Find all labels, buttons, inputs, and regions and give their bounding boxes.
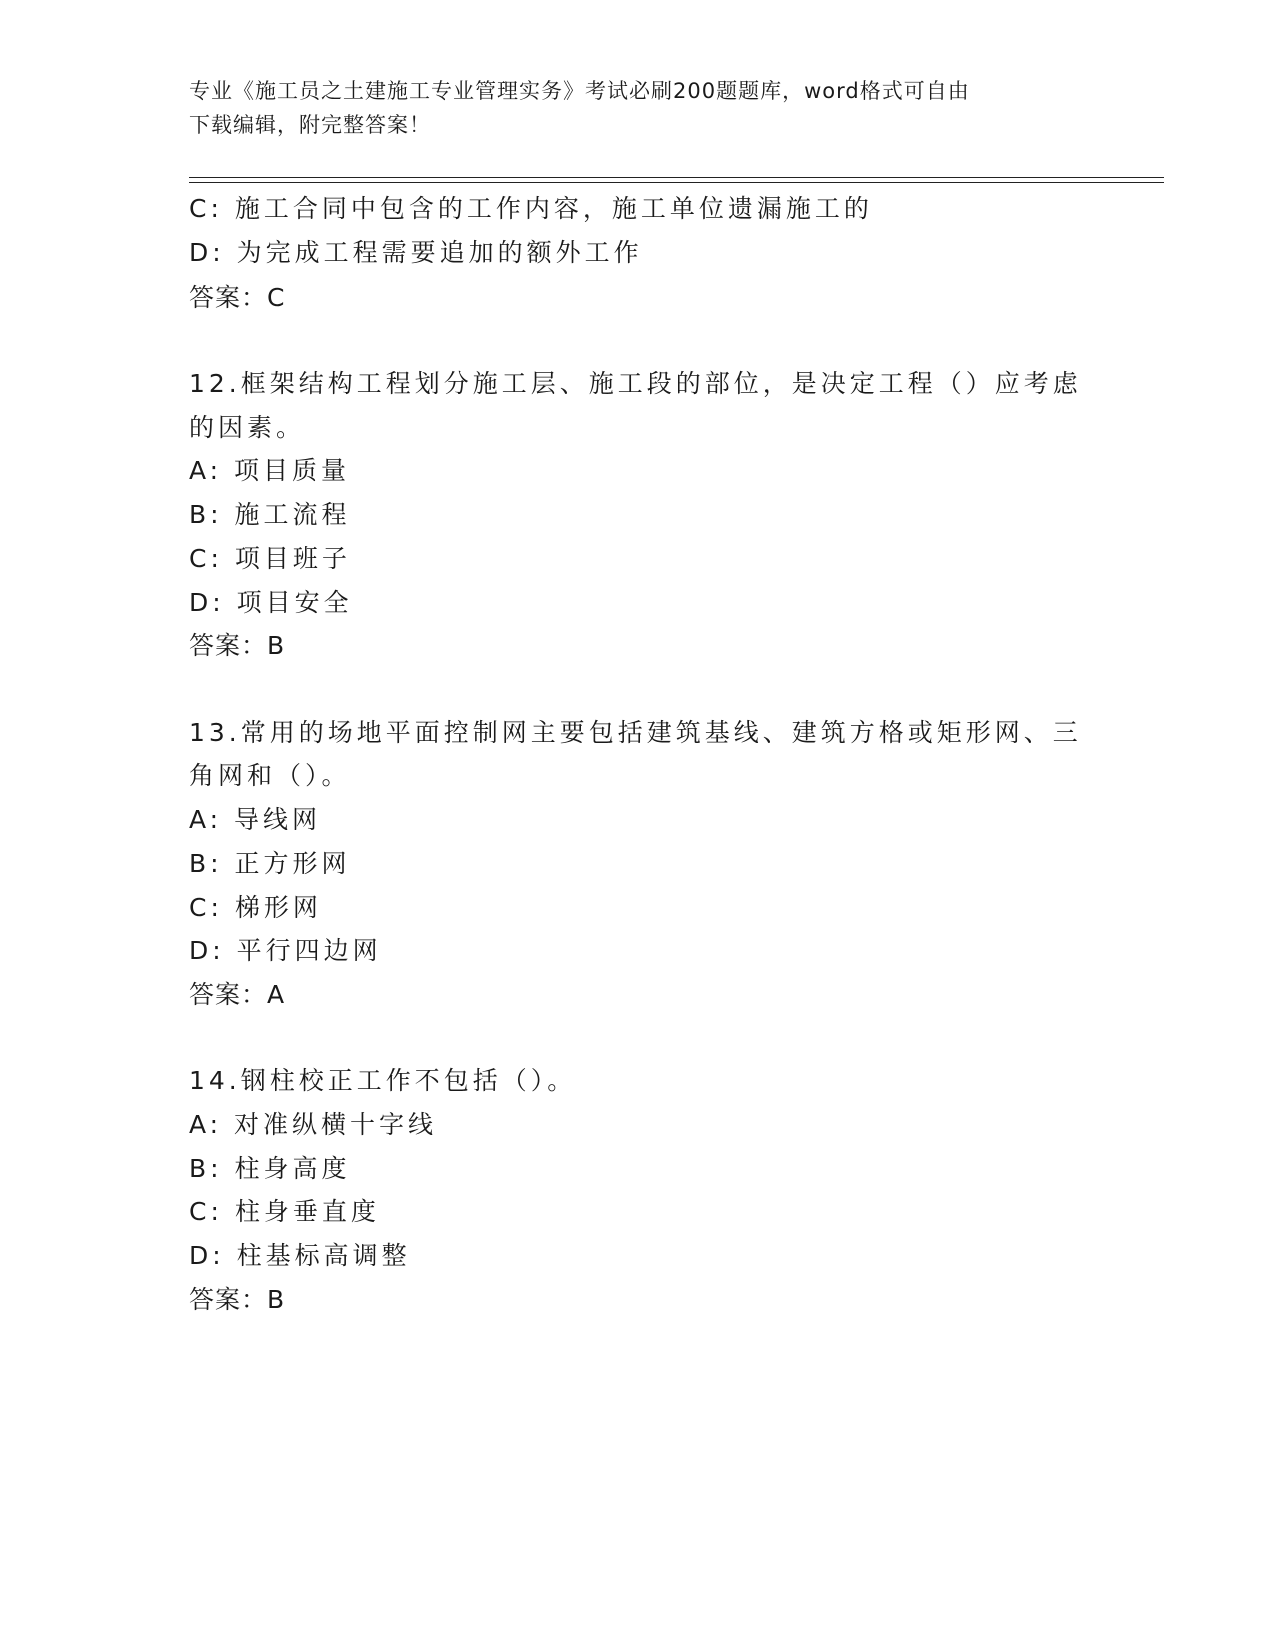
answer-value: A [267, 980, 285, 1009]
q13-option-b: B: 正方形网 [189, 849, 351, 878]
answer-label: 答案： [189, 980, 268, 1009]
q14-stem-line-1: 14.钢柱校正工作不包括（）。 [189, 1066, 577, 1095]
header-line-1: 专业《施工员之土建施工专业管理实务》考试必刷200题题库，word格式可自由 [189, 79, 970, 103]
q11-option-c: C: 施工合同中包含的工作内容，施工单位遗漏施工的 [189, 194, 873, 223]
q14-answer [189, 1283, 284, 1317]
q11-option-d: D: 为完成工程需要追加的额外工作 [189, 238, 643, 267]
answer-label: 答案： [189, 283, 268, 312]
q13-answer [189, 978, 284, 1012]
q14-option-d: D: 柱基标高调整 [189, 1241, 411, 1270]
answer-value: B [267, 1285, 285, 1314]
q14-option-a: A: 对准纵横十字线 [189, 1110, 438, 1139]
answer-value: B [267, 631, 285, 660]
document-header [189, 74, 1089, 142]
q12-answer [189, 629, 284, 663]
answer-value: C [267, 283, 285, 312]
header-divider-top [189, 177, 1164, 178]
q13-option-a: A: 导线网 [189, 805, 322, 834]
q12-option-b: B: 施工流程 [189, 500, 351, 529]
q12-option-c: C: 项目班子 [189, 544, 351, 573]
header-line-2: 下载编辑，附完整答案！ [189, 113, 431, 137]
header-divider-bottom [189, 182, 1164, 183]
q13-stem-line-1: 13.常用的场地平面控制网主要包括建筑基线、建筑方格或矩形网、三 [189, 718, 1082, 747]
q14-option-c: C: 柱身垂直度 [189, 1197, 380, 1226]
q13-option-c: C: 梯形网 [189, 893, 322, 922]
q11-answer [189, 281, 284, 315]
q13-option-d: D: 平行四边网 [189, 936, 382, 965]
q14-option-b: B: 柱身高度 [189, 1154, 351, 1183]
q12-option-a: A: 项目质量 [189, 456, 351, 485]
q12-stem-line-2: 的因素。 [189, 413, 306, 442]
answer-label: 答案： [189, 631, 268, 660]
q12-option-d: D: 项目安全 [189, 588, 353, 617]
answer-label: 答案： [189, 1285, 268, 1314]
q12-stem-line-1: 12.框架结构工程划分施工层、施工段的部位，是决定工程（）应考虑 [189, 369, 1082, 398]
q13-stem-line-2: 角网和（）。 [189, 761, 351, 790]
